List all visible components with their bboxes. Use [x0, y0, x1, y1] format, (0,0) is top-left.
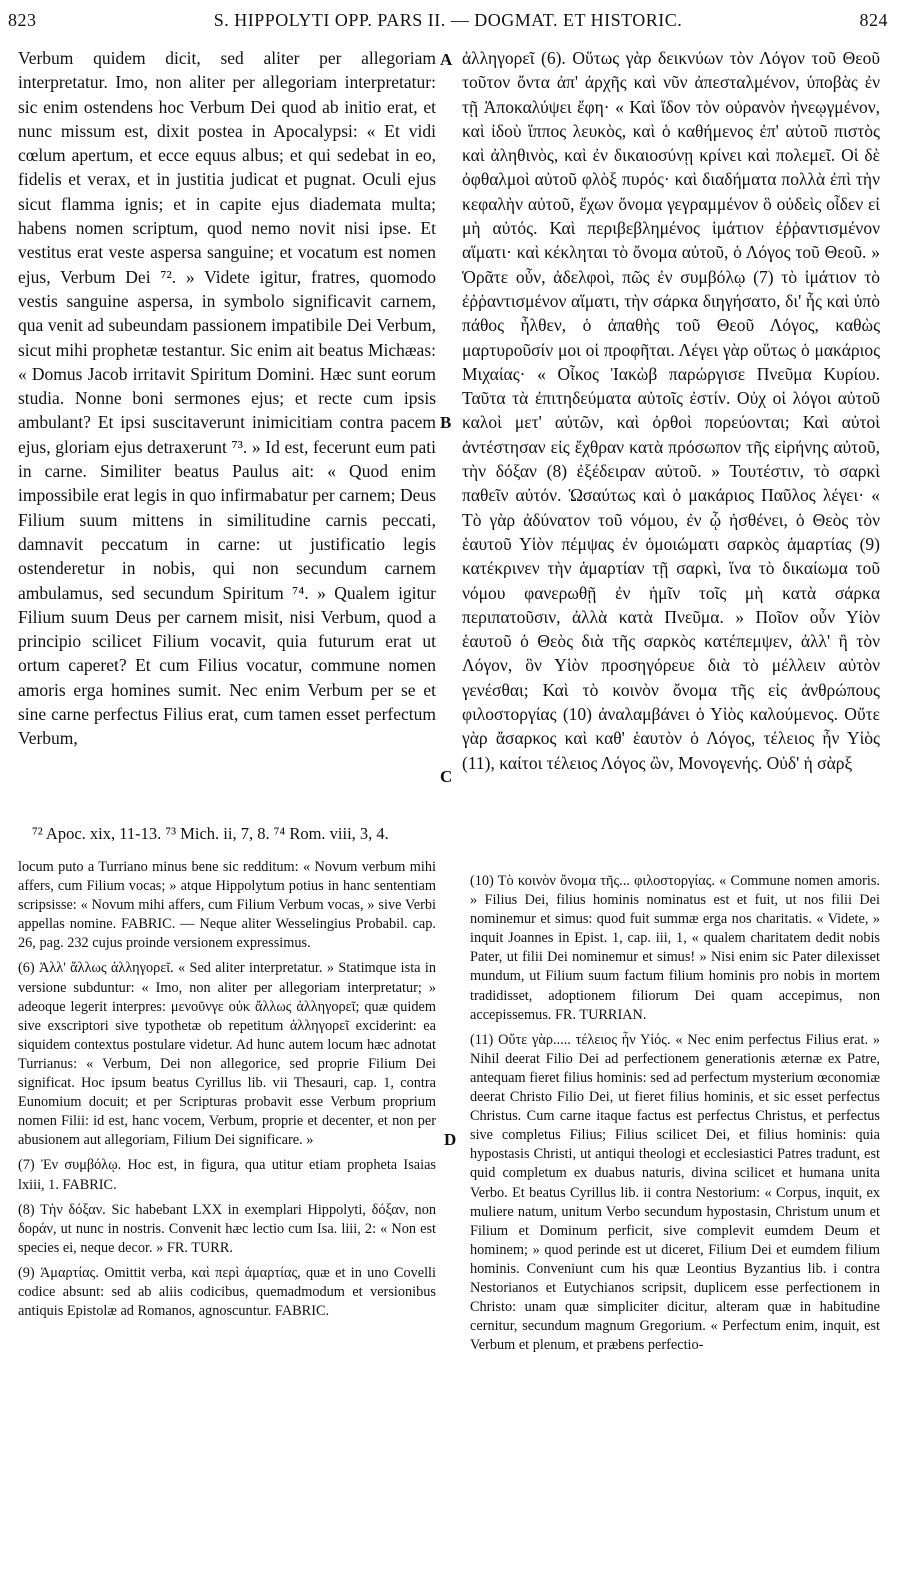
margin-marker-b: B: [440, 413, 452, 432]
note-7: (7) Ἐν συμβόλῳ. Hoc est, in figura, qua utitur etiam propheta Isaias lxiii, 1. FABRIC.: [18, 1157, 436, 1193]
page-number-left: 823: [8, 10, 37, 30]
scripture-references: ⁷² Apoc. xix, 11-13. ⁷³ Mich. ii, 7, 8. ⁷⁴ Rom. viii, 3, 4.: [32, 824, 389, 843]
note-9: (9) Ἁμαρτίας. Omittit verba, καὶ περὶ ἁμαρτίας, quæ et in uno Covelli codice absunt: sed ab aliis codicibus, quemadmodum et versionibus antiquis Epistolæ ad Romanos, agnoscuntur. FABRIC.: [18, 1264, 436, 1320]
greek-text: ἀλληγορεῖ (6). Οὕτως γὰρ δεικνύων τὸν Λόγον τοῦ Θεοῦ τοῦτον ὄντα ἀπ' ἀρχῆς καὶ νῦν ἀπεσταλμένον, ὑποβὰς ἐν τῇ Ἀποκαλύψει ἔφη· « Καὶ ἴδον τὸν οὐρανὸν ἠνεῳγμένον, καὶ ἰδοὺ ἵππος λευκὸς, καὶ ὁ καθήμενος ἐπ' αὐτοῦ πιστὸς καὶ ἀληθινὸς, καὶ ἐν δικαιοσύνῃ κρίνει καὶ πολεμεῖ. Οἱ δὲ ὀφθαλμοὶ αὐτοῦ φλὸξ πυρός· καὶ διαδήματα πολλὰ ἐπὶ τὴν κεφαλὴν αὐτοῦ, ἔχων ὄνομα γεγραμμένον ὃ οὐδεὶς οἶδεν εἰ μὴ αὐτός. Καὶ περιβεβλημένος ἱμάτιον ἐῤῥαντισμένον αἵματι· καὶ κέκληται τὸ ὄνομα αὐτοῦ, ὁ Λόγος τοῦ Θεοῦ. » Ὁρᾶτε οὖν, ἀδελφοὶ, πῶς ἐν συμβόλῳ (7) τὸ ἱμάτιον τὸ ἐῤῥαντισμένον αἵματι, τὴν σάρκα διηγήσατο, δι' ἧς καὶ ὑπὸ πάθος ἦλθεν, ὁ ἀπαθὴς τοῦ Θεοῦ Λόγος, καθὼς μαρτυροῦσίν μοι οἱ προφῆται. Λέγει γὰρ οὕτως ὁ μακάριος Μιχαίας· « Οἶκος Ἰακὼβ παρώργισε Πνεῦμα Κυρίου. Ταῦτα τὰ ἐπιτηδεύματα αὐτοῖς ἐστίν. Οὐχ οἱ λόγοι αὐτοῦ καλοὶ μετ' αὐτῶν, καὶ ὀρθοὶ πορεύονται; Καὶ αὐτοὶ ἀντέστησαν εἰς ἔχθραν κατὰ πρόσωπον τῆς εἰρήνης αὐτοῦ, τὴν δόξαν (8) ἐξέδειραν αὐτοῦ. » Τουτέστιν, τὸ σαρκὶ παθεῖν αὐτόν. Ὡσαύτως καὶ ὁ μακάριος Παῦλος λέγει· « Τὸ γὰρ ἀδύνατον τοῦ νόμου, ἐν ᾧ ἠσθένει, ὁ Θεὸς τὸν ἑαυτοῦ Υἱὸν πέμψας ἐν ὁμοιώματι σαρκὸς ἁμαρτίας (9) κατέκρινεν τὴν ἁμαρτίαν τῇ σαρκὶ, ἵνα τὸ δικαίωμα τοῦ νόμου φανερωθῇ ἐν ἡμῖν τοῖς μὴ κατὰ σάρκα περιπατοῦσιν, ἀλλὰ κατὰ Πνεῦμα. » Ποῖον οὖν Υἱὸν ἑαυτοῦ ὁ Θεὸς διὰ τῆς σαρκὸς κατέπεμψεν, ἀλλ' ἢ τὸν Λόγον, ὃν Υἱὸν προσηγόρευε διὰ τὸ μέλλειν αὐτὸν γενέσθαι; Καὶ τὸ κοινὸν ὄνομα τῆς εἰς ἀνθρώπους φιλοστοργίας (10) ἀναλαμβάνει ὁ Υἱὸς καλούμενος. Οὔτε γὰρ ἄσαρκος καὶ καθ' ἑαυτὸν ὁ Λόγος, τέλειος ἦν Υἱὸς (11), καίτοι τέλειος Λόγος ὢν, Μονογενής. Οὐδ' ἡ σὰρξ: [462, 48, 880, 773]
note-11: (11) Οὔτε γὰρ..... τέλειος ἦν Υἱός. « Nec enim perfectus Filius erat. » Nihil deerat Filio Dei ad perfectionem generationis æternæ ex Patre, antequam fieret filius hominis: sed ad perfectum mysterium œconomiæ deerat Christo Filio Dei, ut fieret filius hominis, et sic esset perfectus Christus. Cum carne itaque factus est perfectus Christus, et perfectus sive completus Filius; Filius scilicet Dei, et filius hominis: quia hypostasis Christi, ut antiqui theologi et ecclesiastici Patres tradunt, est quid completum ex duabus naturis, divina scilicet et humana unita Verbo. Et beatus Cyrillus lib. ii contra Nestorium: « Corpus, inquit, ex muliere natum, unitum Verbo secundum hypostasin, Christum unum et Filium et Dominum perficit, sive complevit eumdem Deum et hominem; » quod perinde est ut diceret, Filium Dei et eumdem filium hominis. Conveniunt cum his quæ Leontius Byzantius lib. i contra Nestorianos et Eutychianos scripsit, duplicem esse perfectionem in Christo: unam quæ simpliciter dicitur, alteram quæ in habitudine cernitur, secundum magnum Gregorium. « Perfectum enim, inquit, est Verbum et plenum, et præbens perfectio-: [470, 1031, 880, 1354]
notes-right-column: [470, 872, 880, 1361]
greek-column: [462, 46, 880, 775]
running-header: [8, 10, 888, 40]
note-continuation: locum puto a Turriano minus bene sic redditum: « Novum verbum mihi affers, cum Filium vocas; » atque Hippolytum potius in hanc sententiam scripsisse: « Novum mihi affers, cum Filium Verbum vocas, » sive Verbi appellas nomine. FABRIC. — Neque aliter Wesselingius Probabil. cap. 26, pag. 232 cujus proinde versionem expressimus.: [18, 859, 436, 952]
margin-marker-c: C: [440, 767, 453, 786]
note-10: (10) Τὸ κοινὸν ὄνομα τῆς... φιλοστοργίας. « Commune nomen amoris. » Filius Dei, filius hominis nominatus est et fuit, ut nos filii Dei nominemur et simus: quod fuit summæ erga nos charitatis. « Videte, » inquit Joannes in Epist. 1, cap. iii, 1, « qualem charitatem dedit nobis Pater, ut filii Dei nominemur et simus! » Nisi enim sic Pater dilexisset mundum, ut Filium suum factum filium hominis pro nobis in mortem tradidisset, adoptionem filiorum Dei quam accepimus, non accepissemus. FR. TURRIAN.: [470, 873, 880, 1023]
margin-marker-d: D: [444, 1130, 457, 1149]
margin-marker-a: A: [440, 50, 453, 69]
page-number-right: 824: [859, 10, 888, 30]
latin-text: Verbum quidem dicit, sed aliter per allegoriam interpretatur. Imo, non aliter per allegoriam interpretatur: sic enim ostendens hoc Verbum Dei quod ab initio erat, et nunc missum est, dixit postea in Apocalypsi: « Et vidi cœlum apertum, et ecce equus albus; et qui sedebat in eo, fidelis et verax, et in justitia judicat et pugnat. Oculi ejus sicut flamma ignis; et in capite ejus diademata multa; habens nomen scriptum, quod nemo novit nisi ipse. Et vestitus erat veste aspersa sanguine; et vocatum est nomen ejus, Verbum Dei ⁷². » Videte igitur, fratres, quomodo vestis sanguine aspersa, in symbolo significavit carnem, qua venit ad subeundam passionem impatibile Dei Verbum, sicut mihi prophetæ testantur. Sic enim ait beatus Michæas: « Domus Jacob irritavit Spiritum Domini. Hæc sunt eorum studia. Nonne boni sermones ejus; et recte cum ipsis ambulant? Et ipsi suscitaverunt inimicitiam contra pacem ejus, gloriam ejus detraxerunt ⁷³. » Id est, fecerunt eum pati in carne. Similiter beatus Paulus ait: « Quod enim impossibile erat legis in quo infirmabatur per carnem; Deus Filium suum mittens in similitudine carnis peccati, damnavit peccatum in carne: ut justificatio legis ostenderetur in nobis, qui non secundum carnem ambulamus, sed secundum Spiritum ⁷⁴. » Qualem igitur Filium suum Deus per carnem misit, nisi Verbum, quod a principio scilicet Filium vocavit, quia futurum erat ut ortum caperet? Et cum Filius vocatur, commune nomen amoris erga homines sumit. Nec enim Verbum per se et sine carne perfectus Filius erat, cum tamen esset perfectum Verbum,: [18, 48, 436, 749]
running-title: S. HIPPOLYTI OPP. PARS II. — DOGMAT. ET HISTORIC.: [213, 10, 683, 30]
latin-column: [18, 46, 436, 751]
note-8: (8) Τὴν δόξαν. Sic habebant LXX in exemplari Hippolyti, δόξαν, non δοράν, ut nunc in nostris. Convenit hæc lectio cum Isa. liii, 2: « Non est species ei, neque decor. » FR. TURR.: [18, 1201, 436, 1256]
note-6: (6) Ἀλλ' ἄλλως ἀλληγορεῖ. « Sed aliter interpretatur. » Statimque ista in versione subduntur: « Imo, non aliter per allegoriam interpretatur; » adeoque legerit interpres: μενοῦνγε οὐκ ἄλλως ἀλληγορεῖ; quæ quidem sive exscriptori sive typothetæ ob repetitum ἀλληγορεῖ exciderint: ea siquidem contextus postulare videtur. Ad hunc autem locum hæc adnotat Turrianus: « Verbum, Dei non allegorice, sed proprie Filium Dei significat. Hoc ipsum beatus Cyrillus lib. vii Thesauri, cap. 1, contra Eunomium docuit; et per Scripturas probavit esse Verbum proprium nomen Filii: id est, hanc vocem, Verbum, proprie et decenter, et non per abusionem aut allegoriam, Filium Dei significare. »: [18, 960, 436, 1149]
notes-left-column: [18, 858, 436, 1327]
